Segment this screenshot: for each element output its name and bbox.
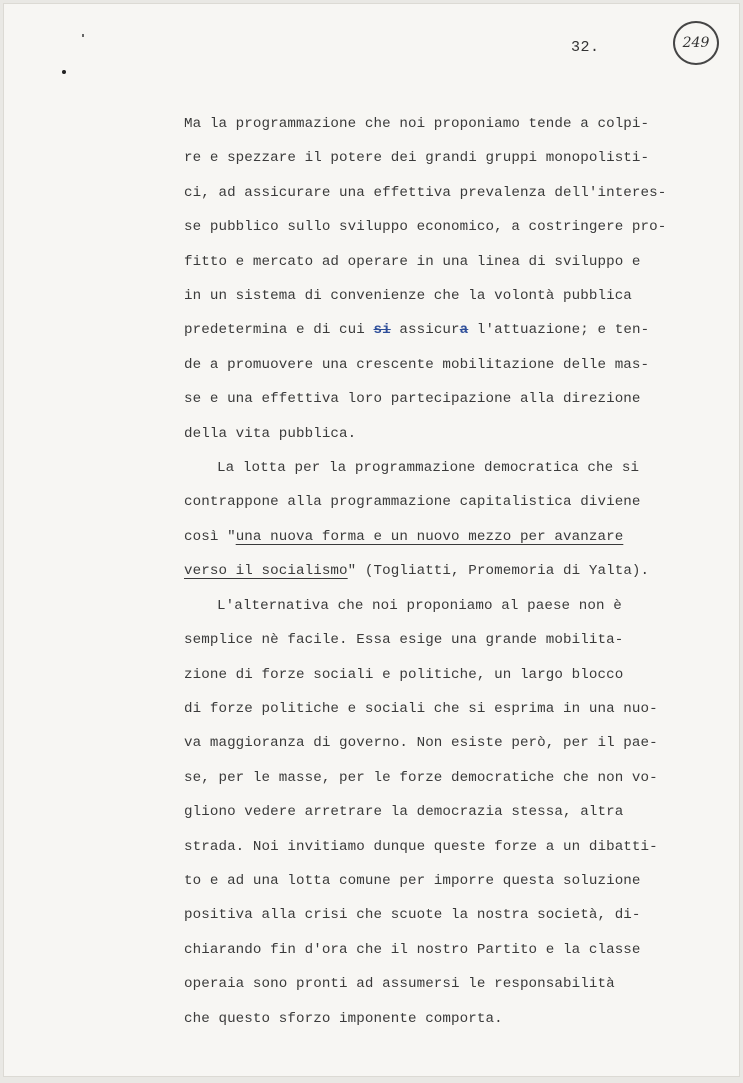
text-line: gliono vedere arretrare la democrazia stessa, altra (184, 804, 624, 821)
text-line-with-underline (184, 554, 684, 588)
underlined-quote: verso il socialismo (184, 563, 348, 580)
text-line: se pubblico sullo sviluppo economico, a costringere pro- (184, 219, 667, 236)
text-line: de a promuovere una crescente mobilitazione delle mas- (184, 356, 650, 373)
text-line: ci, ad assicurare una effettiva prevalenza dell'interes- (184, 184, 667, 201)
archive-number-stamp (673, 21, 719, 65)
text-fragment: assicur (390, 322, 460, 339)
text-line: semplice nè facile. Essa esige una grande mobilita- (184, 632, 624, 649)
text-line: fitto e mercato ad operare in una linea di sviluppo e (184, 253, 641, 270)
text-line: operaia sono pronti ad assumersi le responsabilità (184, 976, 615, 993)
archive-number: 249 (682, 35, 710, 51)
text-line: di forze politiche e sociali che si esprima in una nuo- (184, 700, 658, 717)
text-line-with-correction (184, 313, 684, 347)
text-line: della vita pubblica. (184, 425, 357, 442)
text-fragment: " (Togliatti, Promemoria di Yalta). (347, 563, 650, 580)
text-line: che questo sforzo imponente comporta. (184, 1010, 503, 1027)
text-line: L'alternativa che noi proponiamo al paese non è (217, 597, 622, 614)
text-line: strada. Noi invitiamo dunque queste forze a un dibatti- (184, 838, 658, 855)
document-body (184, 107, 684, 1036)
text-line: to e ad una lotta comune per imporre questa soluzione (184, 872, 641, 889)
text-line: va maggioranza di governo. Non esiste però, per il pae- (184, 735, 658, 752)
handwritten-correction: a (459, 322, 469, 339)
margin-dot (62, 70, 66, 74)
text-fragment: predetermina e di cui (184, 322, 374, 339)
text-line: re e spezzare il potere dei grandi gruppi monopolisti- (184, 150, 650, 167)
text-line: se e una effettiva loro partecipazione alla direzione (184, 391, 641, 408)
text-line: in un sistema di convenienze che la volontà pubblica (184, 288, 632, 305)
struck-word: si (373, 322, 391, 339)
text-line-with-underline (184, 520, 684, 554)
document-page (3, 3, 740, 1077)
text-line: se, per le masse, per le forze democratiche che non vo- (184, 769, 658, 786)
text-line: positiva alla crisi che scuote la nostra società, di- (184, 907, 641, 924)
text-line: contrappone alla programmazione capitalistica diviene (184, 494, 641, 511)
text-fragment: così " (184, 528, 236, 545)
margin-mark (82, 34, 84, 37)
text-line: chiarando fin d'ora che il nostro Partito e la classe (184, 941, 641, 958)
text-line: Ma la programmazione che noi proponiamo tende a colpi- (184, 116, 650, 132)
underlined-quote: una nuova forma e un nuovo mezzo per avanzare (235, 528, 624, 545)
text-fragment: l'attuazione; e ten- (468, 322, 650, 339)
text-line: zione di forze sociali e politiche, un largo blocco (184, 666, 624, 683)
text-line: La lotta per la programmazione democratica che si (217, 460, 640, 477)
page-number: 32. (571, 39, 600, 56)
